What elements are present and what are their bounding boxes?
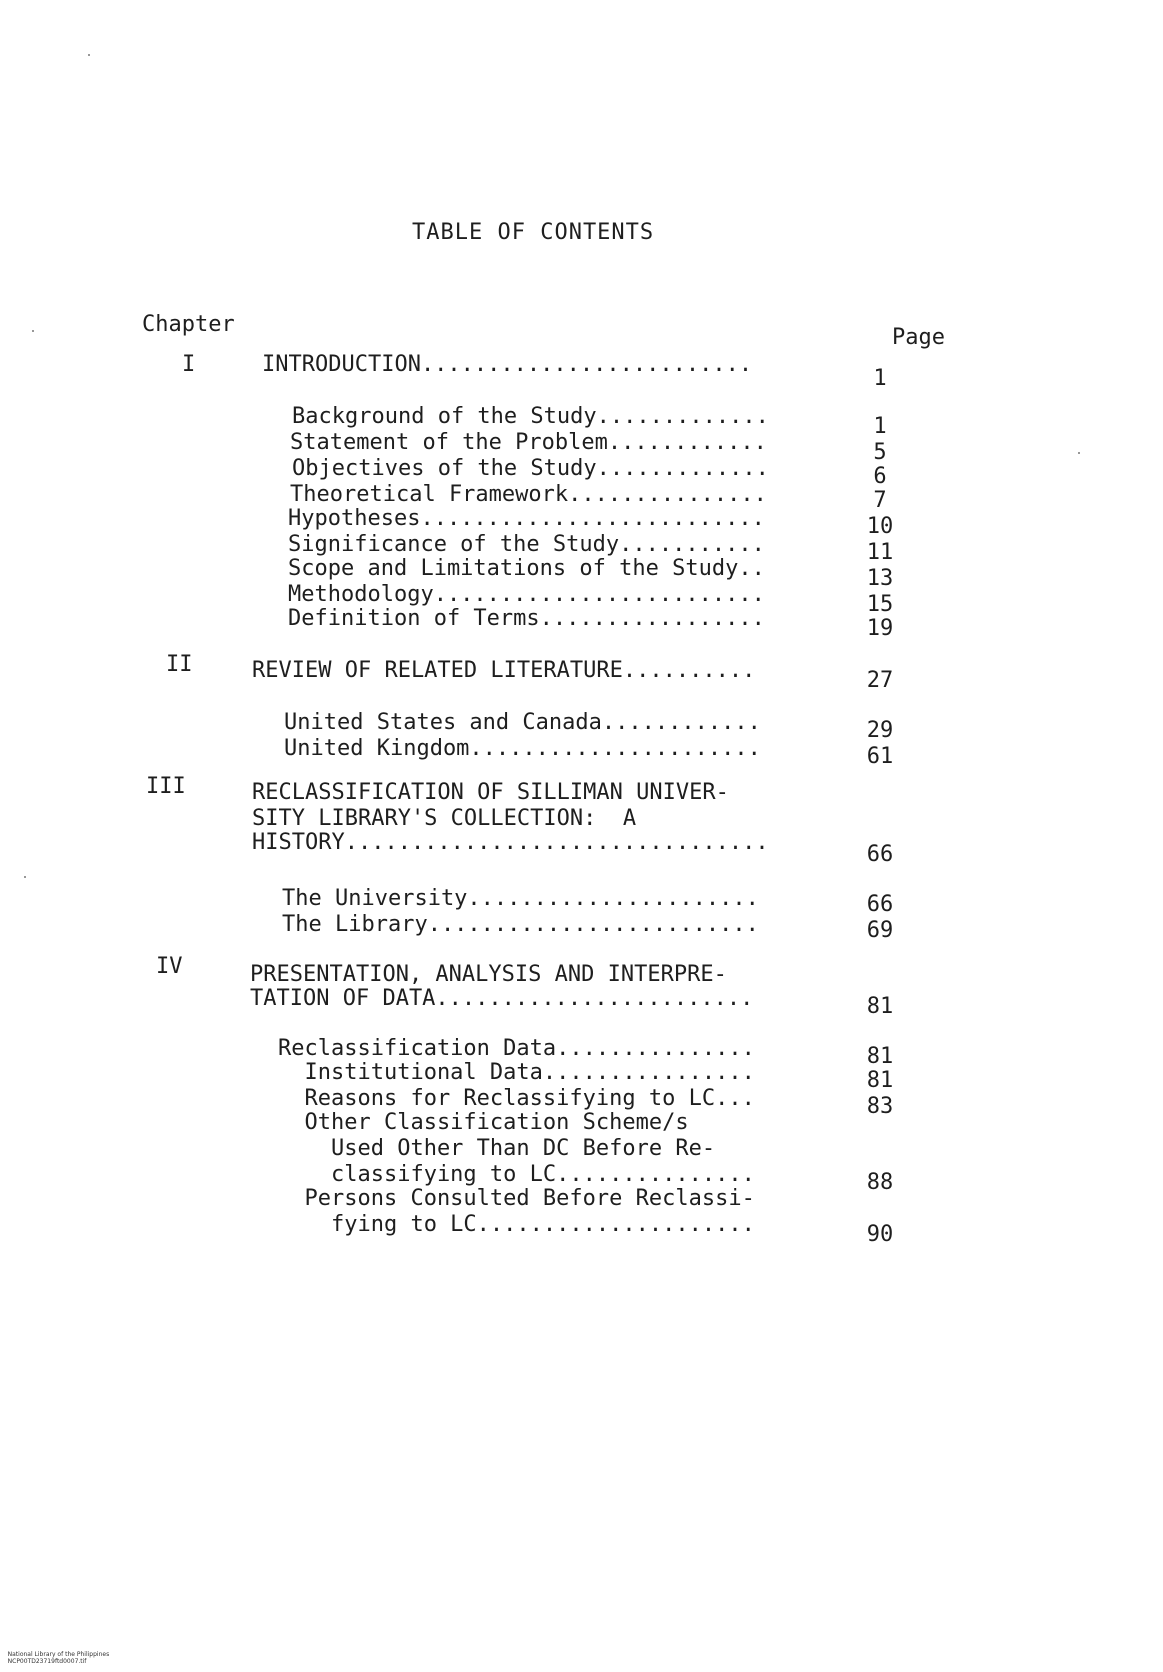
section-entry: Definition of Terms................. [288, 606, 765, 631]
section-entry: Statement of the Problem............ [290, 430, 767, 455]
section-entry: United States and Canada............ [284, 710, 761, 735]
section-page-number: 81 [866, 1068, 894, 1093]
footer-file-id: NCP00TD23719ftd0007.tif [7, 1658, 87, 1665]
chapter-numeral: II [166, 652, 193, 677]
page-title: TABLE OF CONTENTS [412, 220, 655, 245]
section-entry: Scope and Limitations of the Study.. [288, 556, 765, 581]
page-column-header: Page [892, 325, 945, 350]
chapter-numeral: III [146, 774, 186, 799]
section-page-number: 5 [873, 440, 887, 465]
section-entry: Hypotheses.......................... [288, 506, 765, 531]
section-page-number: 19 [866, 616, 894, 641]
section-page-number: 81 [866, 1044, 894, 1069]
section-page-number: 69 [866, 918, 894, 943]
section-entry: Significance of the Study........... [288, 532, 765, 557]
chapter-title: REVIEW OF RELATED LITERATURE.......... [252, 658, 756, 683]
scan-footer [0, 1644, 133, 1672]
chapter-title-line: PRESENTATION, ANALYSIS AND INTERPRE- [250, 962, 727, 987]
section-page-number: 88 [866, 1170, 894, 1195]
section-entry: The Library......................... [282, 912, 759, 937]
footer-source: National Library of the Philippines [7, 1651, 110, 1658]
section-entry: classifying to LC............... [278, 1162, 755, 1187]
scan-speck [24, 876, 26, 878]
chapter-page-number: 66 [866, 842, 894, 867]
chapter-page-number: 1 [873, 366, 887, 391]
chapter-numeral: IV [156, 954, 183, 979]
chapter-page-number: 81 [866, 994, 894, 1019]
section-entry: fying to LC..................... [278, 1212, 755, 1237]
chapter-title-line: TATION OF DATA........................ [250, 986, 754, 1011]
section-page-number: 83 [866, 1094, 894, 1119]
section-entry: Persons Consulted Before Reclassi- [278, 1186, 755, 1211]
section-entry: The University...................... [282, 886, 759, 911]
section-entry: Theoretical Framework............... [290, 482, 767, 507]
scan-speck [88, 54, 90, 56]
section-page-number: 13 [866, 566, 894, 591]
section-page-number: 7 [873, 488, 887, 513]
section-page-number: 66 [866, 892, 894, 917]
chapter-title-line: SITY LIBRARY'S COLLECTION: A [252, 806, 637, 831]
section-entry: Background of the Study............. [292, 404, 769, 429]
section-entry: Reasons for Reclassifying to LC... [278, 1086, 755, 1111]
section-page-number: 90 [866, 1222, 894, 1247]
section-entry: Institutional Data................ [278, 1060, 755, 1085]
section-entry: United Kingdom...................... [284, 736, 761, 761]
chapter-title-line: RECLASSIFICATION OF SILLIMAN UNIVER- [252, 780, 729, 805]
scan-speck [1078, 452, 1080, 454]
section-entry: Other Classification Scheme/s [278, 1110, 689, 1135]
section-entry: Reclassification Data............... [278, 1036, 755, 1061]
chapter-title: INTRODUCTION......................... [262, 352, 753, 377]
section-page-number: 10 [866, 514, 894, 539]
chapter-numeral: I [182, 352, 196, 377]
chapter-column-header: Chapter [142, 312, 235, 337]
section-entry: Methodology......................... [288, 582, 765, 607]
section-page-number: 6 [873, 464, 887, 489]
section-page-number: 29 [866, 718, 894, 743]
scan-speck [32, 330, 34, 332]
section-page-number: 15 [866, 592, 894, 617]
section-page-number: 1 [873, 414, 887, 439]
section-page-number: 11 [866, 540, 894, 565]
section-entry: Objectives of the Study............. [292, 456, 769, 481]
section-page-number: 61 [866, 744, 894, 769]
chapter-page-number: 27 [866, 668, 894, 693]
chapter-title-line: HISTORY................................ [252, 830, 769, 855]
section-entry: Used Other Than DC Before Re- [278, 1136, 716, 1161]
